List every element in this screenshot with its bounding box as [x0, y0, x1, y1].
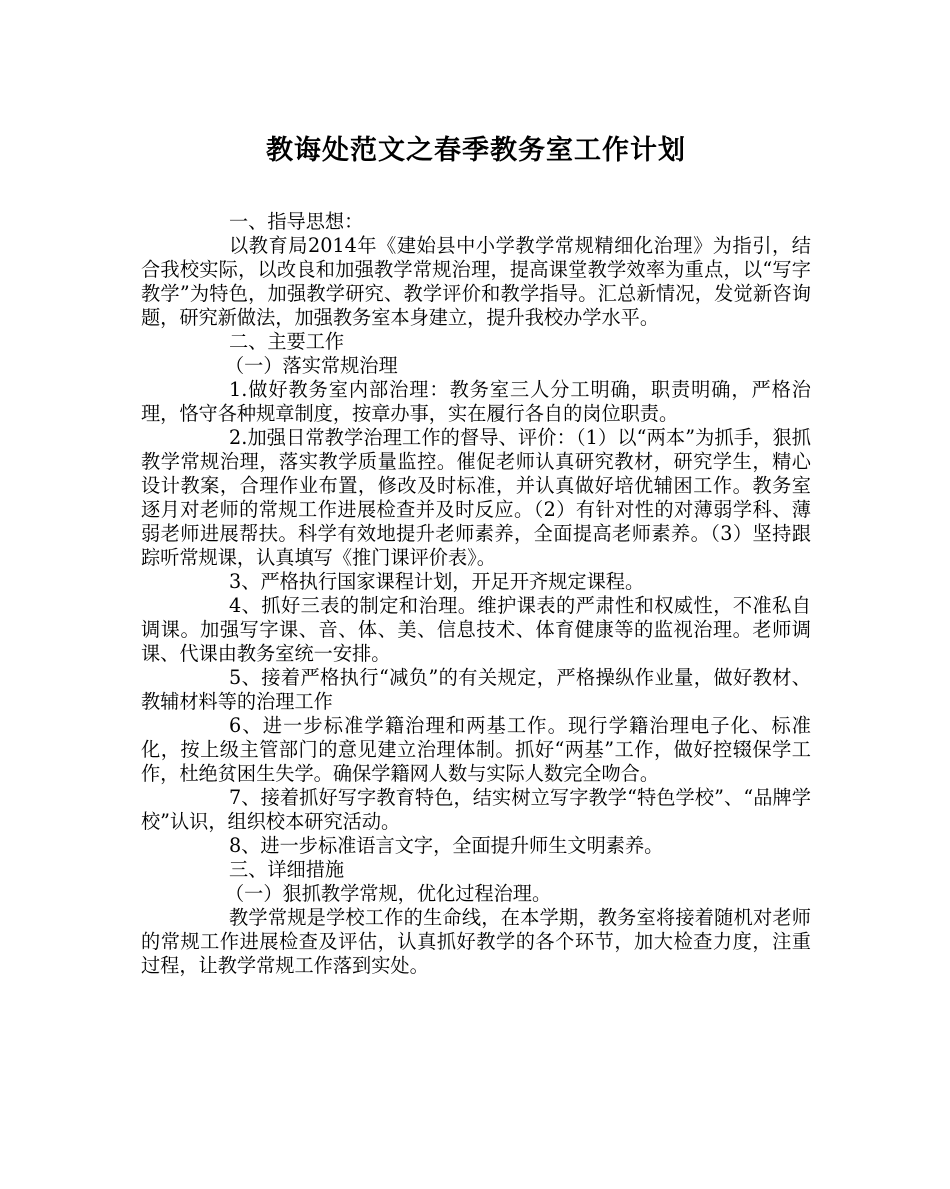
- paragraph: 6、进一步标准学籍治理和两基工作。现行学籍治理电子化、标准化，按上级主管部门的意见建立治理体制。抓好“两基”工作，做好控辍保学工作，杜绝贫困生失学。确保学籍网人数与实际人数完全吻合。: [141, 714, 811, 785]
- paragraph: 3、严格执行国家课程计划，开足开齐规定课程。: [229, 570, 645, 593]
- paragraph: 4、抓好三表的制定和治理。维护课表的严肃性和权威性，不准私自调课。加强写字课、音、体、美、信息技术、体育健康等的监视治理。老师调课、代课由教务室统一安排。: [141, 594, 811, 665]
- paragraph: 1.做好教务室内部治理：教务室三人分工明确，职责明确，严格治理，恪守各种规章制度，按章办事，实在履行各自的岗位职责。: [141, 378, 811, 425]
- document-title: 教诲处范文之春季教务室工作计划: [266, 135, 686, 166]
- paragraph: 以教育局2014年《建始县中小学教学常规精细化治理》为指引，结合我校实际，以改良和加强教学常规治理，提高课堂教学效率为重点，以“写字教学”为特色，加强教学研究、教学评价和教学指导。汇总新情况，发觉新咨询题，研究新做法，加强教务室本身建立，提升我校办学水平。: [141, 234, 811, 329]
- paragraph: （一）狠抓教学常规，优化过程治理。: [225, 882, 552, 905]
- paragraph: 二、主要工作: [229, 330, 345, 353]
- paragraph: 5、接着严格执行“减负”的有关规定，严格操纵作业量，做好教材、教辅材料等的治理工作: [141, 666, 811, 713]
- document-body: [141, 210, 811, 978]
- paragraph: 一、指导思想：: [229, 210, 364, 233]
- paragraph: （一）落实常规治理: [225, 354, 398, 377]
- paragraph: 三、详细措施: [229, 858, 345, 881]
- paragraph: 教学常规是学校工作的生命线，在本学期，教务室将接着随机对老师的常规工作进展检查及评估，认真抓好教学的各个环节，加大检查力度，注重过程，让教学常规工作落到实处。: [141, 906, 811, 977]
- paragraph: 8、进一步标准语言文字，全面提升师生文明素养。: [229, 834, 664, 857]
- paragraph: 7、接着抓好写字教育特色，结实树立写字教学“特色学校”、“品牌学校”认识，组织校本研究活动。: [141, 786, 811, 833]
- paragraph: 2.加强日常教学治理工作的督导、评价：（1）以“两本”为抓手，狠抓教学常规治理，落实教学质量监控。催促老师认真研究教材，研究学生，精心设计教案，合理作业布置，修改及时标准，并认真做好培优辅困工作。教务室逐月对老师的常规工作进展检查并及时反应。（2）有针对性的对薄弱学科、薄弱老师进展帮扶。科学有效地提升老师素养，全面提高老师素养。（3）坚持跟踪听常规课，认真填写《推门课评价表》。: [141, 426, 811, 569]
